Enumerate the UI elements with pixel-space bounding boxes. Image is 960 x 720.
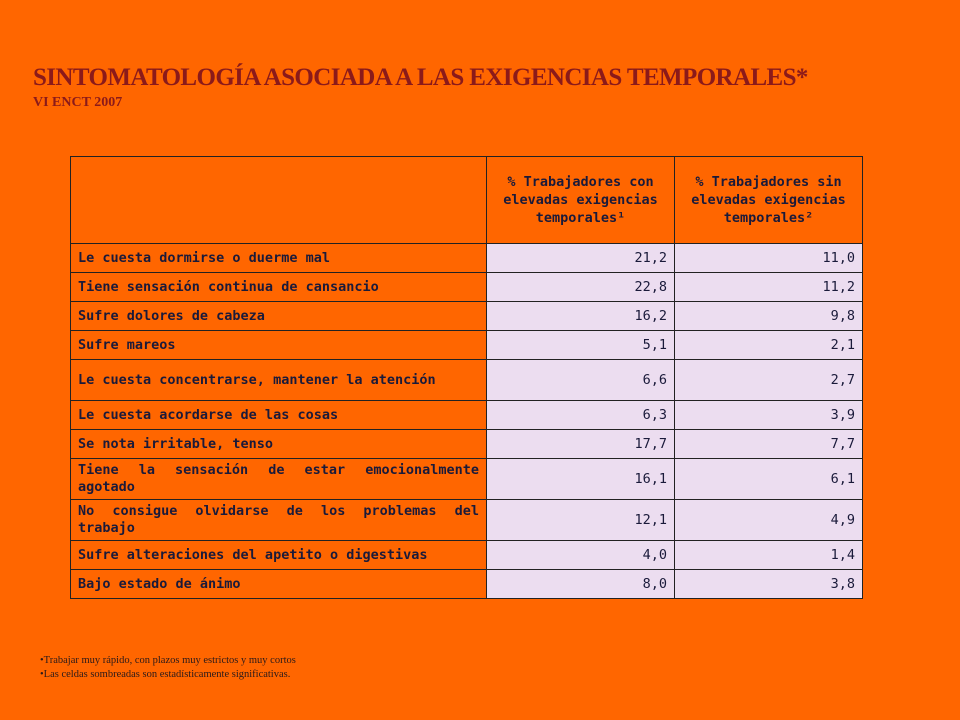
page-title: SINTOMATOLOGÍA ASOCIADA A LAS EXIGENCIAS TEMPORALES*: [33, 64, 808, 91]
table-row: [71, 244, 863, 273]
page-subtitle: VI ENCT 2007: [33, 95, 123, 110]
row-label: Le cuesta concentrarse, mantener la atención: [71, 360, 487, 401]
value-with: 12,1: [487, 500, 675, 541]
value-without: 3,8: [675, 570, 863, 599]
value-without: 4,9: [675, 500, 863, 541]
table-row: [71, 273, 863, 302]
table-header-row: [71, 157, 863, 244]
header-empty-cell: [71, 157, 487, 244]
row-label: Le cuesta acordarse de las cosas: [71, 401, 487, 430]
table-row: [71, 430, 863, 459]
table-row: [71, 302, 863, 331]
value-with: 8,0: [487, 570, 675, 599]
value-without: 11,2: [675, 273, 863, 302]
row-label: Sufre mareos: [71, 331, 487, 360]
value-with: 17,7: [487, 430, 675, 459]
table-row: [71, 500, 863, 541]
value-without: 6,1: [675, 459, 863, 500]
table-row: [71, 360, 863, 401]
value-without: 2,1: [675, 331, 863, 360]
row-label: Bajo estado de ánimo: [71, 570, 487, 599]
footnote-2: •Las celdas sombreadas son estadísticamente significativas.: [40, 669, 291, 680]
table-row: [71, 401, 863, 430]
footnotes: [40, 654, 296, 682]
row-label: Le cuesta dormirse o duerme mal: [71, 244, 487, 273]
row-label: Se nota irritable, tenso: [71, 430, 487, 459]
value-without: 1,4: [675, 541, 863, 570]
row-label: Tiene la sensación de estar emocionalmente agotado: [71, 459, 487, 500]
value-without: 7,7: [675, 430, 863, 459]
value-with: 5,1: [487, 331, 675, 360]
value-without: 11,0: [675, 244, 863, 273]
value-with: 4,0: [487, 541, 675, 570]
table-row: [71, 541, 863, 570]
row-label: No consigue olvidarse de los problemas del trabajo: [71, 500, 487, 541]
row-label: Sufre dolores de cabeza: [71, 302, 487, 331]
row-label: Tiene sensación continua de cansancio: [71, 273, 487, 302]
header-with-demands: % Trabajadores con elevadas exigencias temporales¹: [487, 157, 675, 244]
symptoms-table: [70, 156, 863, 599]
table-row: [71, 459, 863, 500]
footnote-1: •Trabajar muy rápido, con plazos muy estrictos y muy cortos: [40, 655, 296, 666]
value-with: 6,6: [487, 360, 675, 401]
value-with: 21,2: [487, 244, 675, 273]
table-row: [71, 570, 863, 599]
value-with: 22,8: [487, 273, 675, 302]
value-with: 16,1: [487, 459, 675, 500]
value-with: 16,2: [487, 302, 675, 331]
value-without: 3,9: [675, 401, 863, 430]
value-without: 9,8: [675, 302, 863, 331]
header-without-demands: % Trabajadores sin elevadas exigencias temporales²: [675, 157, 863, 244]
table-row: [71, 331, 863, 360]
row-label: Sufre alteraciones del apetito o digestivas: [71, 541, 487, 570]
value-with: 6,3: [487, 401, 675, 430]
value-without: 2,7: [675, 360, 863, 401]
